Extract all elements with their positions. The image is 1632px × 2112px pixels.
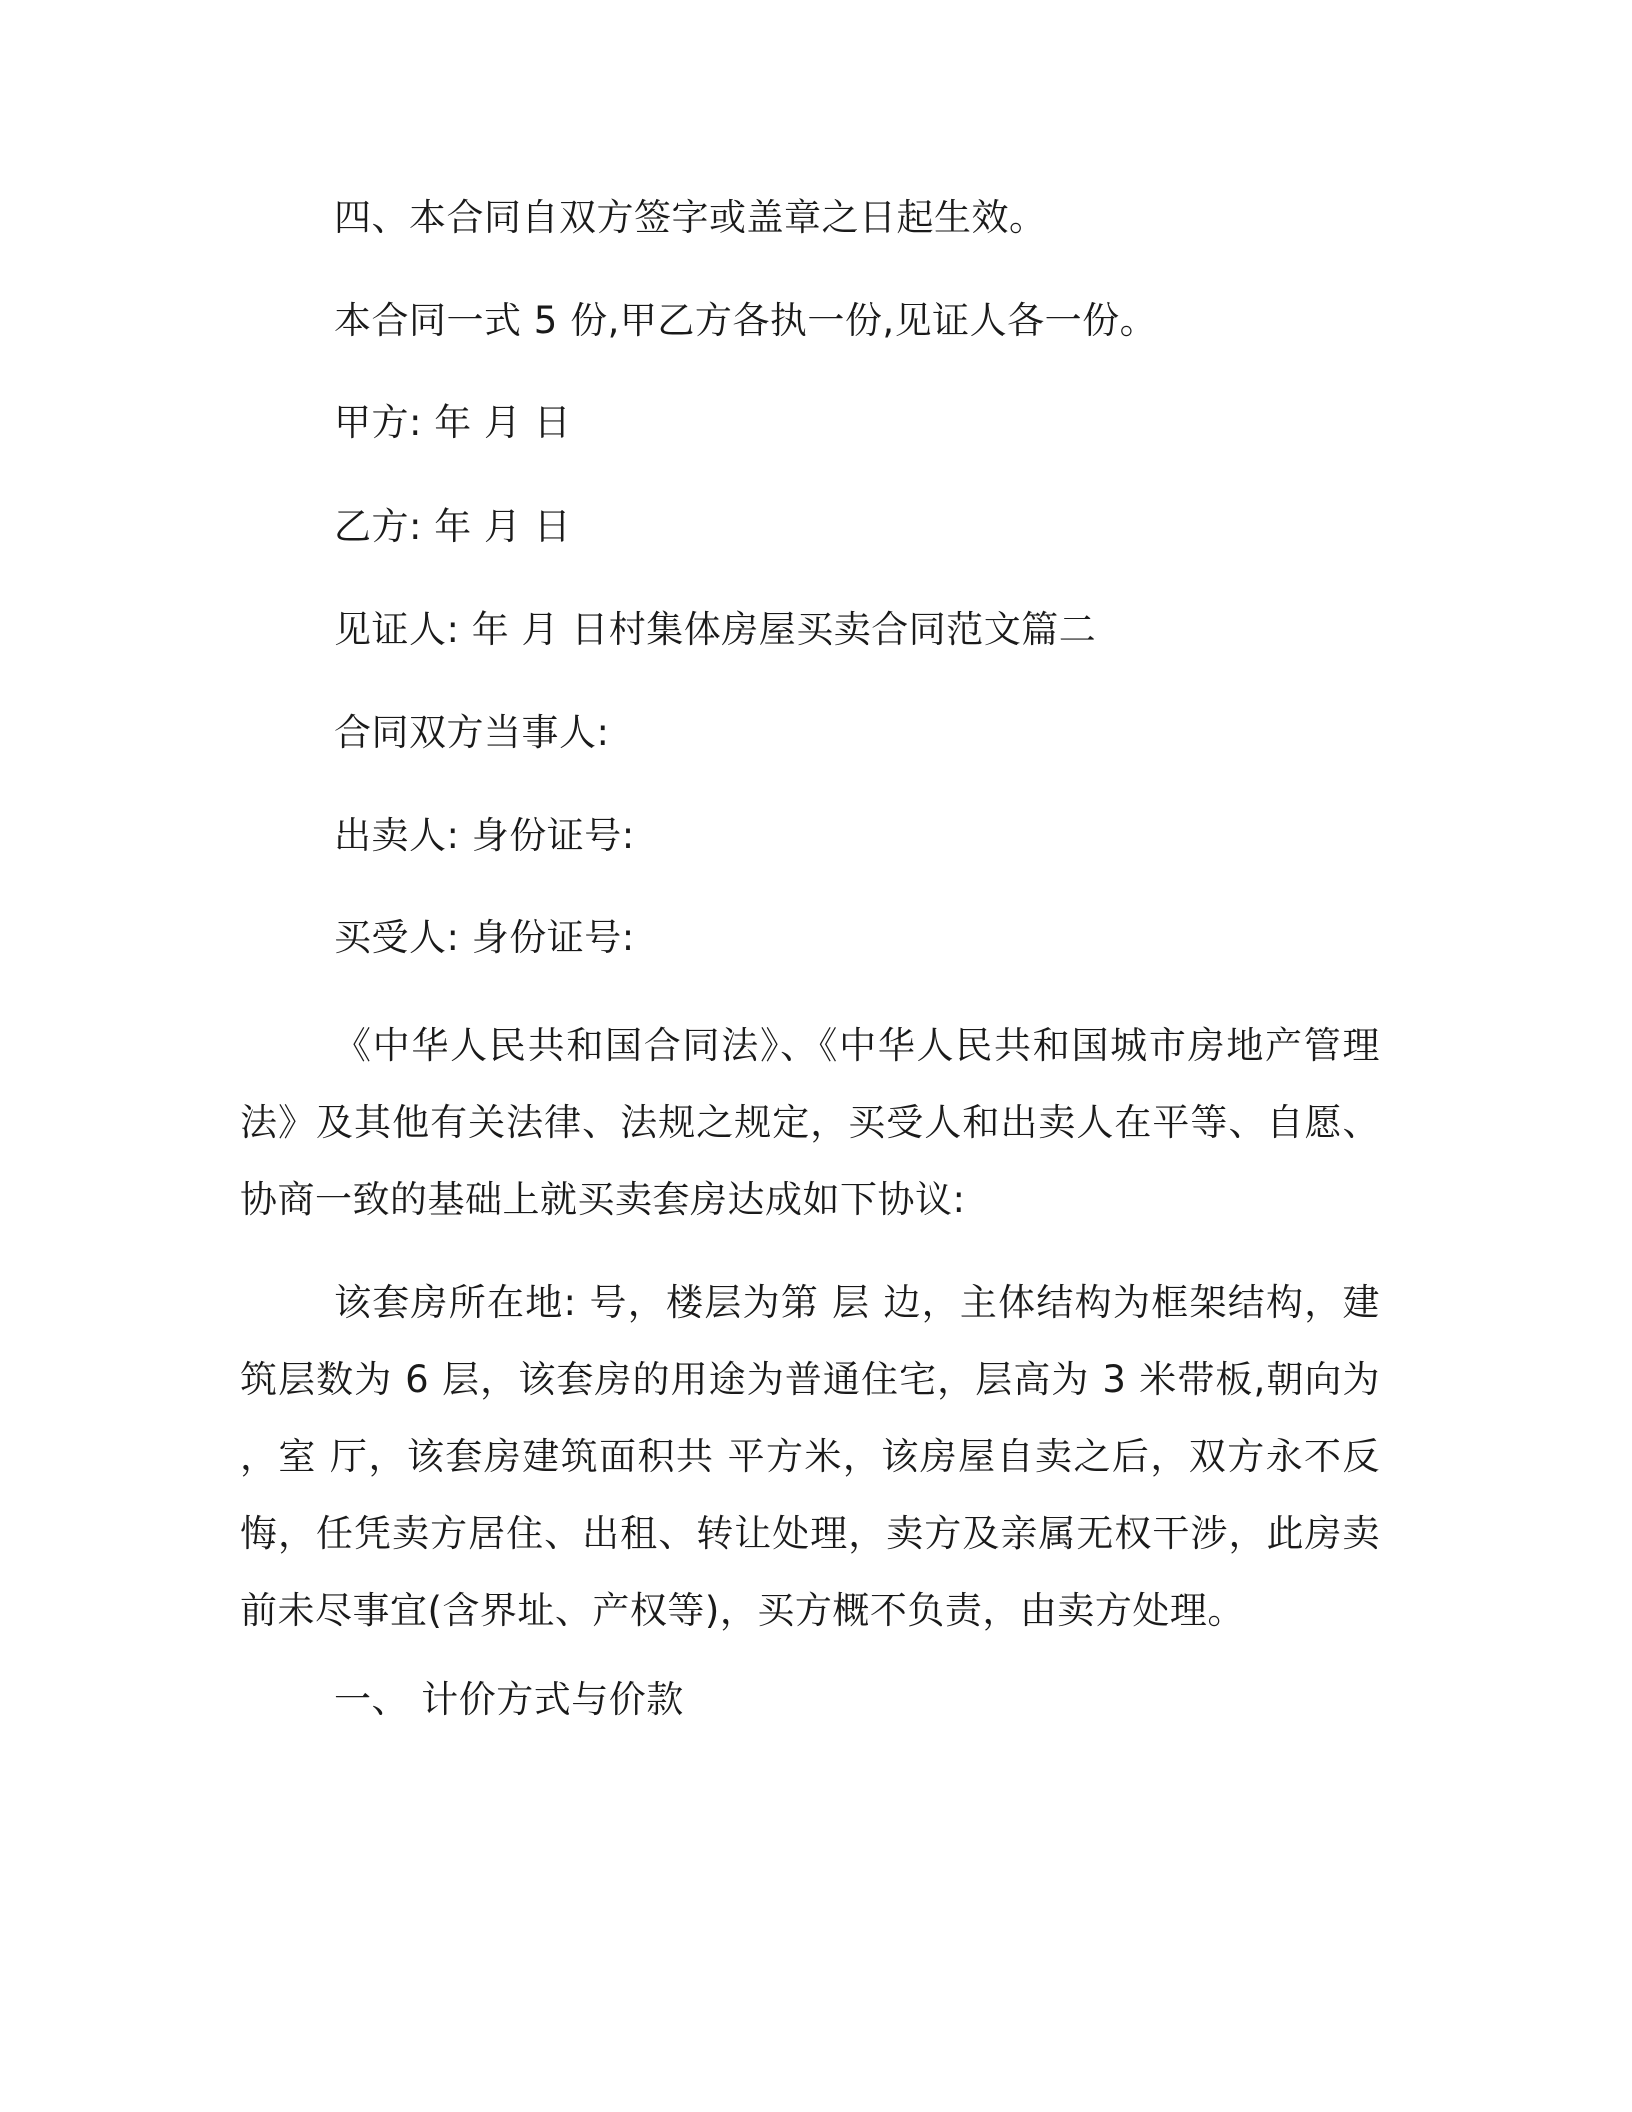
party-b-signature-line: 乙方: 年 月 日 [334, 505, 572, 548]
section-heading-pricing: 一、 计价方式与价款 [334, 1678, 684, 1721]
clause-copies: 本合同一式 5 份,甲乙方各执一份,见证人各一份。 [334, 299, 1158, 342]
witness-line: 见证人: 年 月 日村集体房屋买卖合同范文篇二 [334, 608, 1097, 651]
party-a-signature-line: 甲方: 年 月 日 [334, 401, 572, 444]
buyer-line: 买受人: 身份证号: [334, 916, 635, 959]
clause-effective-date: 四、本合同自双方签字或盖章之日起生效。 [334, 196, 1047, 239]
property-description-paragraph: 该套房所在地: 号，楼层为第 层 边，主体结构为框架结构，建筑层数为 6 层，该套房的用途为普通住宅，层高为 3 米带板,朝向为 ，室 厅，该套房建筑面积共 平方米，该房屋自卖之后，双方永不反悔，任凭卖方居住、出租、转让处理，卖方及亲属无权干涉，此房卖前未尽事宜(含界址、产权等)，买方概不负责，由卖方处理。 [240, 1281, 1380, 1632]
seller-line: 出卖人: 身份证号: [334, 814, 635, 857]
parties-heading: 合同双方当事人: [334, 711, 610, 754]
law-basis-paragraph: 《中华人民共和国合同法》、《中华人民共和国城市房地产管理法》及其他有关法律、法规之规定，买受人和出卖人在平等、自愿、协商一致的基础上就买卖套房达成如下协议: [240, 1024, 1380, 1221]
